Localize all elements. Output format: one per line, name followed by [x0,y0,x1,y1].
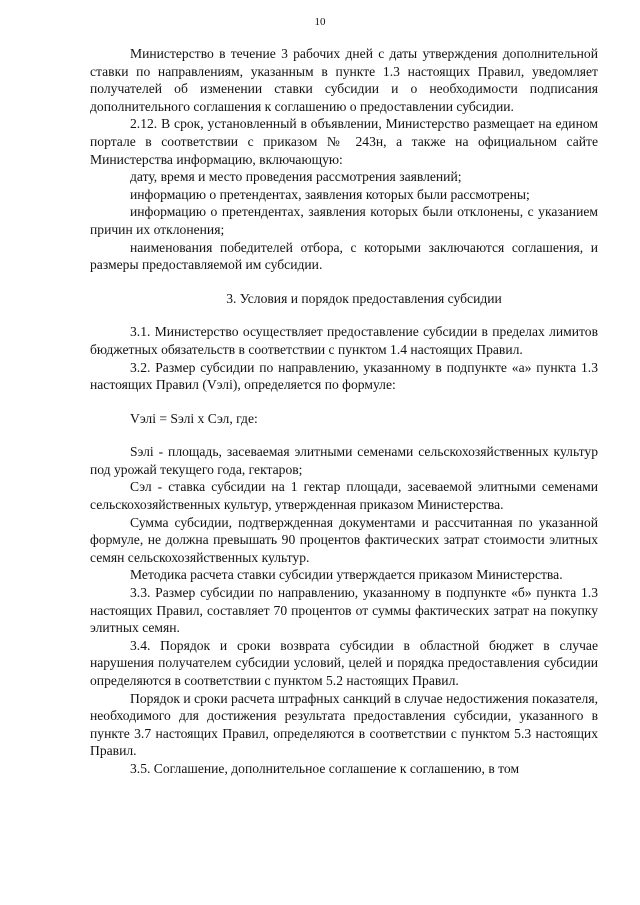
definition-s-el: Sэлi - площадь, засеваемая элитными семенами сельскохозяйственных культур под урожай текущего года, гектаров; [90,444,598,477]
paragraph-penalties: Порядок и сроки расчета штрафных санкций в случае недостижения показателя, необходимого для достижения результата предоставления субсидии, указанного в пункте 3.7 настоящих Правил, определяются в соответствии с пунктом 5.3 настоящих Правил. [90,690,598,759]
document-body [90,45,598,778]
list-item-date-time-place: дату, время и место проведения рассмотрения заявлений; [130,169,462,185]
list-item-reviewed-applicants: информацию о претендентах, заявления которых были рассмотрены; [130,186,530,202]
paragraph-subsidy-limit: Сумма субсидии, подтвержденная документами и рассчитанная по указанной формуле, не должна превышать 90 процентов фактических затрат стоимости элитных семян сельскохозяйственных культур. [90,514,598,565]
section-heading-3: 3. Условия и порядок предоставления субсидии [226,290,502,306]
formula: Vэлi = Sэлi x Сэл, где: [130,410,258,426]
paragraph-3-3: 3.3. Размер субсидии по направлению, указанному в подпункте «б» пункта 1.3 настоящих Правил, составляет 70 процентов от суммы фактических затрат на покупку элитных семян. [90,585,598,636]
paragraph-methodology: Методика расчета ставки субсидии утверждается приказом Министерства. [130,567,563,583]
paragraph-3-2: 3.2. Размер субсидии по направлению, указанному в подпункте «а» пункта 1.3 настоящих Правил (Vэлi), определяется по формуле: [90,359,598,393]
paragraph-3-1: 3.1. Министерство осуществляет предоставление субсидии в пределах лимитов бюджетных обязательств в соответствии с пунктом 1.4 настоящих Правил. [90,324,598,357]
paragraph-2-12: 2.12. В срок, установленный в объявлении, Министерство размещает на едином портале в соответствии с приказом № 243н, а также на официальном сайте Министерства информацию, включающую: [90,116,598,167]
definition-c-el: Сэл - ставка субсидии на 1 гектар площади, засеваемой элитными семенами сельскохозяйственных культур, утвержденная приказом Министерства. [90,479,598,513]
list-item-rejected-applicants: информацию о претендентах, заявления которых были отклонены, с указанием причин их отклонения; [90,204,598,237]
paragraph-3-5: 3.5. Соглашение, дополнительное соглашение к соглашению, в том [130,760,520,776]
list-item-winners: наименования победителей отбора, с которыми заключаются соглашения, и размеры предоставляемой им субсидии. [90,239,598,273]
paragraph-ministry-notification: Министерство в течение 3 рабочих дней с даты утверждения дополнительной ставки по направлениям, указанным в пункте 1.3 настоящих Правил, уведомляет получателей об изменении ставки субсидии и о необходимости подписания дополнительного соглашения к соглашению о предоставлении субсидии. [90,46,598,114]
paragraph-3-4: 3.4. Порядок и сроки возврата субсидии в областной бюджет в случае нарушения получателем субсидии условий, целей и порядка предоставления субсидии определяются в соответствии с пунктом 5.2 настоящих Правил. [90,637,598,688]
page-number: 10 [314,16,326,28]
